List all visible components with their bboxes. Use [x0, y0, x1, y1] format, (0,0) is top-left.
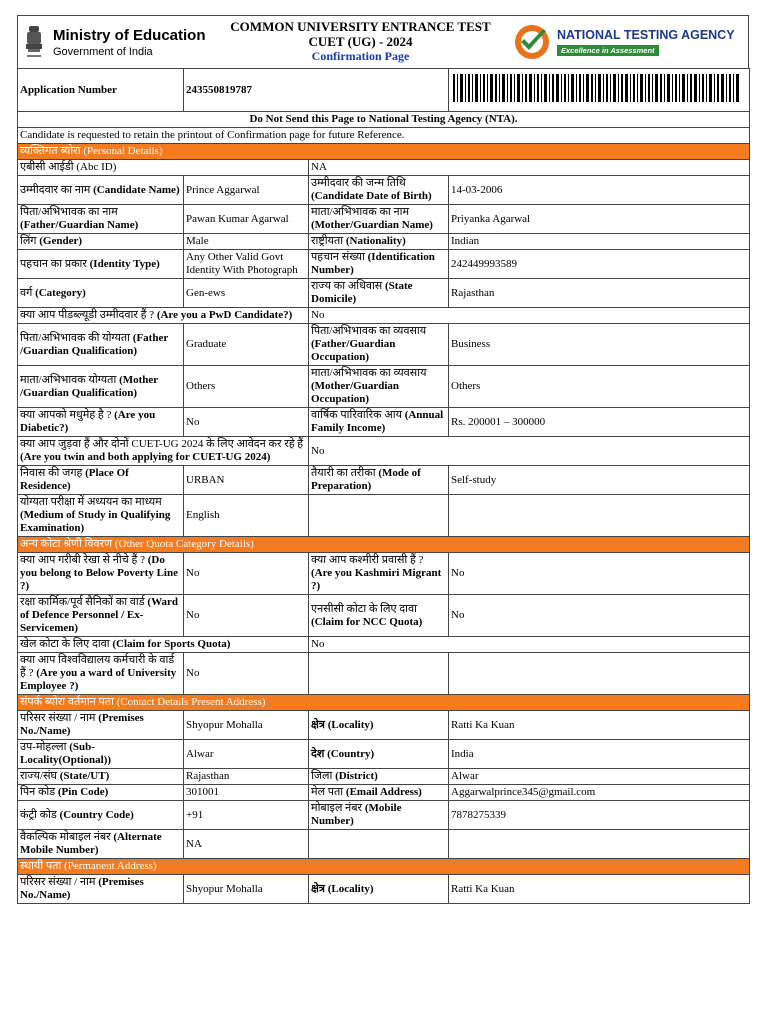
- field-label: तैयारी का तरीका (Mode of Preparation): [309, 466, 449, 495]
- table-row: [18, 553, 750, 595]
- permanent-section-header: [18, 859, 750, 875]
- field-label: परिसर संख्या / नाम (Premises No./Name): [18, 711, 184, 740]
- field-label: पिन कोड (Pin Code): [18, 785, 184, 801]
- field-value: URBAN: [184, 466, 309, 495]
- section-title: स्थायी पता (Permanent Address): [18, 859, 750, 875]
- field-label: क्या आप पीडब्ल्यूडी उम्मीदवार हैं ? (Are you a PwD Candidate?): [18, 308, 309, 324]
- table-row: [18, 279, 750, 308]
- field-value: 301001: [184, 785, 309, 801]
- field-label: उम्मीदवार का नाम (Candidate Name): [18, 176, 184, 205]
- field-value: No: [449, 595, 750, 637]
- field-label: क्या आप विश्वविद्यालय कर्मचारी के वार्ड हैं ? (Are you a ward of University Employee ?): [18, 653, 184, 695]
- field-label: उप-मोहल्ला (Sub-Locality(Optional)): [18, 740, 184, 769]
- field-value: English: [184, 495, 309, 537]
- field-value: Self-study: [449, 466, 750, 495]
- field-value: Rs. 200001 – 300000: [449, 408, 750, 437]
- contact-section-header: [18, 695, 750, 711]
- field-value: No: [184, 553, 309, 595]
- field-value: NA: [184, 830, 309, 859]
- application-number-label: Application Number: [18, 69, 184, 112]
- field-label: पिता/अभिभावक का व्यवसाय (Father/Guardian Occupation): [309, 324, 449, 366]
- barcode-icon: [453, 74, 741, 102]
- field-label: जिला (District): [309, 769, 449, 785]
- section-title: संपर्क ब्योरा वर्तमान पता (Contact Details Present Address): [18, 695, 750, 711]
- field-value: Alwar: [184, 740, 309, 769]
- application-number-value: 243550819787: [184, 69, 449, 112]
- field-value: 242449993589: [449, 250, 750, 279]
- table-row: [18, 437, 750, 466]
- field-label: वार्षिक पारिवारिक आय (Annual Family Income): [309, 408, 449, 437]
- page-title: Confirmation Page: [311, 49, 410, 63]
- field-value: Ratti Ka Kuan: [449, 875, 750, 904]
- field-label: एनसीसी कोटा के लिए दावा (Claim for NCC Quota): [309, 595, 449, 637]
- table-row: [18, 801, 750, 830]
- field-label: खेल कोटा के लिए दावा (Claim for Sports Quota): [18, 637, 309, 653]
- field-label: निवास की जगह (Place Of Residence): [18, 466, 184, 495]
- field-value: 14-03-2006: [449, 176, 750, 205]
- field-value: Business: [449, 324, 750, 366]
- table-row: [18, 740, 750, 769]
- field-value: Gen-ews: [184, 279, 309, 308]
- field-label: माता/अभिभावक का नाम (Mother/Guardian Name): [309, 205, 449, 234]
- table-row: [18, 308, 750, 324]
- do-not-send-notice: Do Not Send this Page to National Testing Agency (NTA).: [18, 112, 750, 128]
- nta-checkmark-logo-icon: [513, 23, 551, 61]
- details-table: [17, 68, 750, 904]
- field-value: Others: [184, 366, 309, 408]
- field-label: वैकल्पिक मोबाइल नंबर (Alternate Mobile Number): [18, 830, 184, 859]
- field-value: No: [184, 653, 309, 695]
- field-value: Indian: [449, 234, 750, 250]
- field-value: Rajasthan: [449, 279, 750, 308]
- field-label: क्या आपको मधुमेह है ? (Are you Diabetic?): [18, 408, 184, 437]
- table-row: [18, 408, 750, 437]
- empty-cell: [449, 495, 750, 537]
- field-label: क्या आप जुड़वा हैं और दोनों CUET-UG 2024 के लिए आवेदन कर रहे हैं (Are you twin and both applying for CUET-UG 2024): [18, 437, 309, 466]
- field-label: वर्ग (Category): [18, 279, 184, 308]
- retain-notice: Candidate is requested to retain the printout of Confirmation page for future Reference.: [18, 128, 750, 144]
- field-label: क्षेत्र (Locality): [309, 875, 449, 904]
- empty-cell: [309, 830, 449, 859]
- field-label: परिसर संख्या / नाम (Premises No./Name): [18, 875, 184, 904]
- field-value: No: [449, 553, 750, 595]
- table-row: [18, 769, 750, 785]
- retain-row: [18, 128, 750, 144]
- field-value: Graduate: [184, 324, 309, 366]
- field-label: क्या आप कश्मीरी प्रवासी हैं ? (Are you Kashmiri Migrant ?): [309, 553, 449, 595]
- confirmation-page: [17, 15, 749, 904]
- section-title: अन्य कोटा श्रेणी विवरण (Other Quota Category Details): [18, 537, 750, 553]
- field-value: +91: [184, 801, 309, 830]
- field-value: Alwar: [449, 769, 750, 785]
- field-value: No: [309, 637, 750, 653]
- empty-cell: [449, 830, 750, 859]
- field-label: क्षेत्र (Locality): [309, 711, 449, 740]
- table-row: [18, 495, 750, 537]
- field-value: Prince Aggarwal: [184, 176, 309, 205]
- field-value: Others: [449, 366, 750, 408]
- empty-cell: [449, 653, 750, 695]
- empty-cell: [309, 653, 449, 695]
- field-label: राज्य/संघ (State/UT): [18, 769, 184, 785]
- field-label: माता/अभिभावक योग्यता (Mother /Guardian Qualification): [18, 366, 184, 408]
- table-row: [18, 324, 750, 366]
- field-label: पहचान संख्या (Identification Number): [309, 250, 449, 279]
- table-row: [18, 205, 750, 234]
- table-row: [18, 595, 750, 637]
- table-row: [18, 711, 750, 740]
- field-value: No: [184, 408, 309, 437]
- ministry-subtitle: Government of India: [53, 46, 153, 58]
- empty-cell: [309, 495, 449, 537]
- field-label: देश (Country): [309, 740, 449, 769]
- field-label: पहचान का प्रकार (Identity Type): [18, 250, 184, 279]
- field-label: योग्यता परीक्षा में अध्ययन का माध्यम (Medium of Study in Qualifying Examination): [18, 495, 184, 537]
- field-value: Male: [184, 234, 309, 250]
- field-value: Any Other Valid Govt Identity With Photograph: [184, 250, 309, 279]
- table-row: [18, 830, 750, 859]
- agency-name: NATIONAL TESTING AGENCY: [557, 28, 735, 42]
- field-value: Rajasthan: [184, 769, 309, 785]
- exam-heading: [218, 19, 503, 64]
- field-value: Shyopur Mohalla: [184, 875, 309, 904]
- application-number-row: [18, 69, 750, 112]
- field-label: एबीसी आईडी (Abc ID): [18, 160, 309, 176]
- table-row: [18, 466, 750, 495]
- page-header: [17, 15, 749, 68]
- field-value: Aggarwalprince345@gmail.com: [449, 785, 750, 801]
- table-row: [18, 176, 750, 205]
- barcode-cell: [449, 69, 750, 112]
- field-value: Pawan Kumar Agarwal: [184, 205, 309, 234]
- field-label: रक्षा कार्मिक/पूर्व सैनिकों का वार्ड (Ward of Defence Personnel / Ex-Servicemen): [18, 595, 184, 637]
- field-label: पिता/अभिभावक का नाम (Father/Guardian Name): [18, 205, 184, 234]
- field-value: India: [449, 740, 750, 769]
- field-value: No: [309, 437, 750, 466]
- field-value: 7878275339: [449, 801, 750, 830]
- table-row: [18, 785, 750, 801]
- field-value: NA: [309, 160, 750, 176]
- ministry-logo: [23, 24, 213, 64]
- personal-section-header: [18, 144, 750, 160]
- national-emblem-icon: [23, 24, 45, 62]
- exam-subtitle: CUET (UG) - 2024: [308, 34, 413, 49]
- field-label: लिंग (Gender): [18, 234, 184, 250]
- table-row: [18, 637, 750, 653]
- table-row: [18, 250, 750, 279]
- table-row: [18, 234, 750, 250]
- field-label: मोबाइल नंबर (Mobile Number): [309, 801, 449, 830]
- table-row: [18, 653, 750, 695]
- field-value: Ratti Ka Kuan: [449, 711, 750, 740]
- table-row: [18, 366, 750, 408]
- exam-title: COMMON UNIVERSITY ENTRANCE TEST: [230, 19, 491, 34]
- agency-tagline: Excellence in Assessment: [557, 45, 659, 56]
- field-label: मेल पता (Email Address): [309, 785, 449, 801]
- field-label: माता/अभिभावक का व्यवसाय (Mother/Guardian Occupation): [309, 366, 449, 408]
- field-label: क्या आप गरीबी रेखा से नीचे हैं ? (Do you belong to Below Poverty Line ?): [18, 553, 184, 595]
- table-row: [18, 875, 750, 904]
- quota-section-header: [18, 537, 750, 553]
- field-label: पिता/अभिभावक की योग्यता (Father /Guardian Qualification): [18, 324, 184, 366]
- notice-row: [18, 112, 750, 128]
- ministry-title: Ministry of Education: [53, 27, 206, 44]
- field-label: कंट्री कोड (Country Code): [18, 801, 184, 830]
- field-value: Priyanka Agarwal: [449, 205, 750, 234]
- table-row: [18, 160, 750, 176]
- section-title: व्यक्तिगत ब्योरा (Personal Details): [18, 144, 750, 160]
- field-label: राज्य का अधिवास (State Domicile): [309, 279, 449, 308]
- field-label: राष्ट्रीयता (Nationality): [309, 234, 449, 250]
- field-value: No: [309, 308, 750, 324]
- field-label: उम्मीदवार की जन्म तिथि (Candidate Date of Birth): [309, 176, 449, 205]
- field-value: No: [184, 595, 309, 637]
- nta-logo: [513, 21, 748, 63]
- field-value: Shyopur Mohalla: [184, 711, 309, 740]
